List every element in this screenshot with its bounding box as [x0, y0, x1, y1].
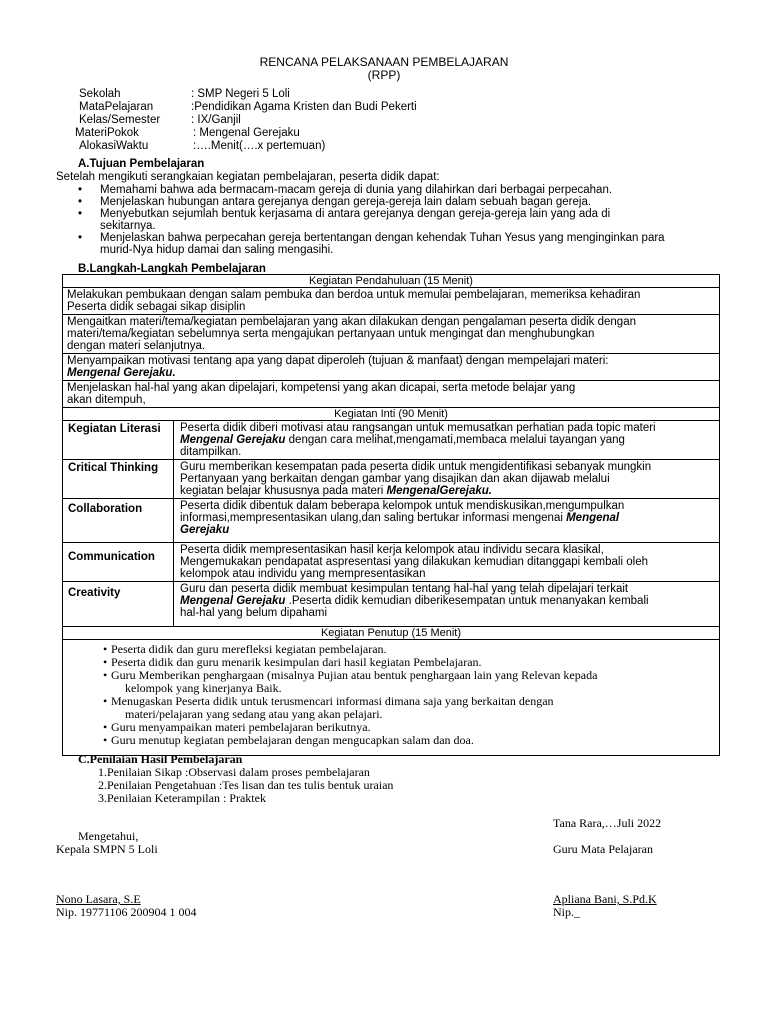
activity-description: Peserta didik diberi motivasi atau rangsangan untuk memusatkan perhatian pada topic materi Mengenal Gerejaku dengan cara melihat,mengamati,membaca melalui tayangan yang ditampilkan.	[180, 422, 656, 458]
section-a-intro: Setelah mengikuti serangkaian kegiatan pembelajaran, peserta didik dapat:	[56, 171, 440, 183]
document-subtitle: (RPP)	[367, 68, 401, 82]
activity-label: Kegiatan Literasi	[63, 421, 174, 459]
activity-label: Communication	[63, 543, 174, 581]
identity-value: : Mengenal Gerejaku	[193, 127, 300, 139]
activity-description: Guru dan peserta didik membuat kesimpulan tentang hal-hal yang telah dipelajari terkait Mengenal Gerejaku .Peserta didik kemudian diberikesempatan untuk menanyakan kembali hal-hal yang belum dipahami	[180, 583, 649, 619]
list-item: • Peserta didik dan guru menarik kesimpulan dari hasil kegiatan Pembelajaran.	[103, 656, 719, 669]
activity-description: Peserta didik dibentuk dalam beberapa kelompok untuk mendiskusikan,mengumpulkan informasi,mempresentasikan ulang,dan saling bertukar informasi mengenai Mengenal Gerejaku	[180, 500, 625, 536]
identity-row-school	[0, 88, 768, 101]
identity-row-subject	[0, 101, 768, 114]
closing-activities: • Peserta didik dan guru merefleksi kegiatan pembelajaran. • Peserta didik dan guru menarik kesimpulan dari hasil kegiatan Pembelajaran. • Guru Memberikan penghargaan (misalnya Pujian atau bentuk penghargaan lain yang Relevan kepada kelompok yang kinerjanya Baik. • Menugaskan Peserta didik untuk terusmencari informasi dimana saja yang berkaitan dengan materi/pelajaran yang sedang atau yang akan pelajari. • Guru menyampaikan materi pembelajaran berikutnya. • Guru menutup kegiatan pembelajaran dengan mengucapkan salam dan doa.	[63, 640, 719, 755]
list-item: 1.Penilaian Sikap :Observasi dalam proses pembelajaran	[98, 765, 370, 779]
table-row	[63, 543, 719, 582]
identity-label: MataPelajaran	[79, 101, 154, 113]
list-item: • Memahami bahwa ada bermacam-macam gereja di dunia yang dilahirkan dari berbagai perpecahan.	[78, 184, 728, 196]
teacher-nip: Nip._	[553, 905, 580, 919]
list-item: • Menugaskan Peserta didik untuk terusmencari informasi dimana saja yang berkaitan dengan	[103, 695, 719, 708]
section-b-title: B.Langkah-Langkah Pembelajaran	[78, 263, 266, 275]
identity-value: :….Menit(….x pertemuan)	[193, 140, 326, 152]
acknowledgement-label: Mengetahui,	[78, 829, 139, 843]
identity-label: AlokasiWaktu	[79, 140, 149, 152]
table-row: Menjelaskan hal-hal yang akan dipelajari, kompetensi yang akan dicapai, serta metode belajar yang akan ditempuh,	[63, 381, 719, 408]
identity-block	[0, 88, 768, 153]
list-item: • Menyebutkan sejumlah bentuk kerjasama di antara gerejanya dengan gereja-gereja lain yang ada di sekitarnya.	[78, 208, 728, 232]
activity-label: Collaboration	[63, 499, 174, 542]
learning-steps-table	[62, 274, 720, 756]
activity-label: Creativity	[63, 582, 174, 626]
list-item: 3.Penilaian Keterampilan : Praktek	[98, 791, 266, 805]
activity-description: Guru memberikan kesempatan pada peserta didik untuk mengidentifikasi sebanyak mungkin Pertanyaan yang berkaitan dengan gambar yang disajikan dan akan dijawab melalui kegiatan belajar khususnya pada materi MengenalGerejaku.	[180, 461, 652, 497]
place-date: Tana Rara,…Juli 2022	[553, 816, 662, 830]
inti-header: Kegiatan Inti (90 Menit)	[63, 408, 719, 421]
document-title: RENCANA PELAKSANAAN PEMBELAJARAN	[259, 55, 509, 69]
table-row	[63, 460, 719, 499]
penutup-header: Kegiatan Penutup (15 Menit)	[63, 627, 719, 640]
list-item: • Peserta didik dan guru merefleksi kegiatan pembelajaran.	[103, 643, 719, 656]
identity-label: Sekolah	[79, 88, 121, 100]
teacher-title: Guru Mata Pelajaran	[553, 842, 653, 856]
principal-title: Kepala SMPN 5 Loli	[56, 842, 158, 856]
table-row: Mengaitkan materi/tema/kegiatan pembelajaran yang akan dilakukan dengan pengalaman peserta didik dengan materi/tema/kegiatan sebelumnya serta mengajukan pertanyaan untuk mengingat dan menghubungkan dengan materi selanjutnya.	[63, 315, 719, 354]
activity-description: Peserta didik mempresentasikan hasil kerja kelompok atau individu secara klasikal, Mengemukakan pendapatat aspresentasi yang dilakukan kemudian ditanggapi kembali oleh kelompok atau individu yang mempresentasikan	[180, 544, 648, 580]
table-row: Melakukan pembukaan dengan salam pembuka dan berdoa untuk memulai pembelajaran, memeriksa kehadiran Peserta didik sebagai sikap disiplin	[63, 288, 719, 315]
teacher-name: Apliana Bani, S.Pd.K	[553, 892, 657, 906]
identity-value: : IX/Ganjil	[191, 114, 241, 126]
table-row	[63, 499, 719, 543]
list-item: • Menjelaskan hubungan antara gerejanya dengan gereja-gereja lain dalam sebuah bagan gereja.	[78, 196, 728, 208]
principal-name: Nono Lasara, S.E	[56, 892, 141, 906]
identity-row-class	[0, 114, 768, 127]
pendahuluan-header: Kegiatan Pendahuluan (15 Menit)	[63, 275, 719, 288]
table-row: Menyampaikan motivasi tentang apa yang dapat diperoleh (tujuan & manfaat) dengan mempelajari materi: Mengenal Gerejaku.	[63, 354, 719, 381]
list-item: • Guru menutup kegiatan pembelajaran dengan mengucapkan salam dan doa.	[103, 734, 719, 747]
identity-label: Kelas/Semester	[79, 114, 161, 126]
identity-label: MateriPokok	[75, 127, 139, 139]
activity-label: Critical Thinking	[63, 460, 174, 498]
emphasis-text: Mengenal Gerejaku.	[67, 367, 176, 379]
list-item: • Menjelaskan bahwa perpecahan gereja bertentangan dengan kehendak Tuhan Yesus yang menginginkan para murid-Nya hidup damai dan saling mengasihi.	[78, 232, 728, 256]
section-c-title: C.Penilaian Hasil Pembelajaran	[78, 752, 243, 766]
identity-value: :Pendidikan Agama Kristen dan Budi Pekerti	[191, 101, 417, 113]
list-item: 2.Penilaian Pengetahuan :Tes lisan dan tes tulis bentuk uraian	[98, 778, 394, 792]
table-row	[63, 582, 719, 627]
principal-nip: Nip. 19771106 200904 1 004	[56, 905, 197, 919]
identity-row-time	[0, 140, 768, 153]
section-a-title: A.Tujuan Pembelajaran	[78, 158, 205, 170]
objectives-list	[78, 184, 728, 256]
assessment-list	[98, 766, 393, 805]
table-row	[63, 421, 719, 460]
list-item: • Guru Memberikan penghargaan (misalnya Pujian atau bentuk penghargaan lain yang Relevan kepada	[103, 669, 719, 682]
list-item: • Guru menyampaikan materi pembelajaran berikutnya.	[103, 721, 719, 734]
identity-row-topic	[0, 127, 768, 140]
identity-value: : SMP Negeri 5 Loli	[191, 88, 290, 100]
